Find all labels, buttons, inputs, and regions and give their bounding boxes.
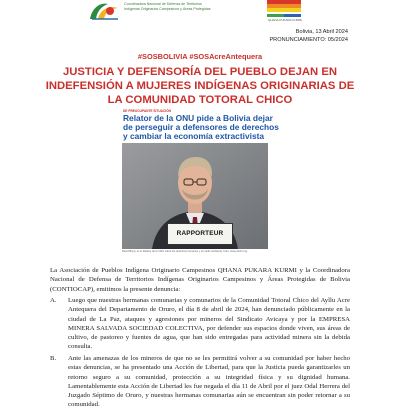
- clipping-title: Relator de la ONU pide a Bolivia dejar de perseguir a defensores de derechos y cambiar la economía extractivista: [123, 113, 279, 142]
- list-item-marker: A.: [50, 297, 57, 304]
- intro-paragraph: La Asociación de Pueblos Indígena Originario Campesinos QHANA PUKARA KURMI y la Coordinadora Nacional de Defensa de Territorios Indígenas Originarios Campesinos y Áreas Protegidas de Bolivia (CONTIOCAP), emitimos la presente denuncia:: [50, 267, 350, 293]
- list-item: Ante las amenazas de los mineros de que no se les permitirá volver a su comunidad por haber hecho estas denuncias, se ha presentado una Acción de Libertad, para que la Justicia pueda garantizarles un retorno seguro a su comunidad, protección a su integridad física y su dignidad humana. Lamentablemente esta Acción de Libertad les fue negada el día 11 de Abril por el juez Odal Herrera del Juzgado Séptimo de Oruro, y nuestras hermanas comunarias aún se encuentran sin poder retornar a su comunidad.: [68, 355, 350, 409]
- hashtags: #SOSBOLIVIA #SOSAcreAntequera: [137, 52, 263, 61]
- org-name-line2: Indígenas Originarios Campesinos y Áreas Protegidas: [124, 7, 211, 11]
- headline: JUSTICIA Y DEFENSORÍA DEL PUEBLO DEJAN EN INDEFENSIÓN A MUJERES INDÍGENAS ORIGINARIAS DE LA COMUNIDAD TOTORAL CHICO: [45, 66, 355, 107]
- qhana-pukara-label: QHANA PUKARA KURMI: [268, 18, 303, 22]
- list-item-marker: B.: [50, 355, 57, 362]
- photo-caption: David Boyd, es el Relator de la ONU sobre los derechos humanos y el medio ambiente. Foto: www.ohchr.org: [122, 250, 248, 253]
- rapporteur-placard: RAPPORTEUR: [167, 223, 233, 245]
- contiocap-logo: [88, 0, 122, 20]
- rapporteur-photo: [122, 143, 268, 249]
- statement-number: PRONUNCIAMIENTO: 05/2024: [269, 37, 348, 43]
- document-date: Bolivia, 13 Abril 2024: [295, 29, 348, 35]
- list-item: Luego que nuestras hermanas comunarias y comunarios de la Comunidad Totoral Chico del Ayllu Acre Antequera del Departamento de Oruro, el día 8 de abril de 2024, han denunciado públicamente en la ciudad de La Paz, ataques y agresiones por mineros del Sindicato Avicaya y por la EMPRESA MINERA SALVADA SOCIEDAD COLECTIVA, por defender sus espacios donde viven, sus áreas de cultivo, de pastoreo y fuentes de agua, que han sido entregadas para actividad minera sin la debida consulta.: [68, 297, 350, 351]
- clipping-kicker: DE PREOCUPANTE SITUACIÓN: [123, 109, 171, 113]
- org-name-line1: Coordinadora Nacional de Defensa de Territorios: [124, 2, 202, 6]
